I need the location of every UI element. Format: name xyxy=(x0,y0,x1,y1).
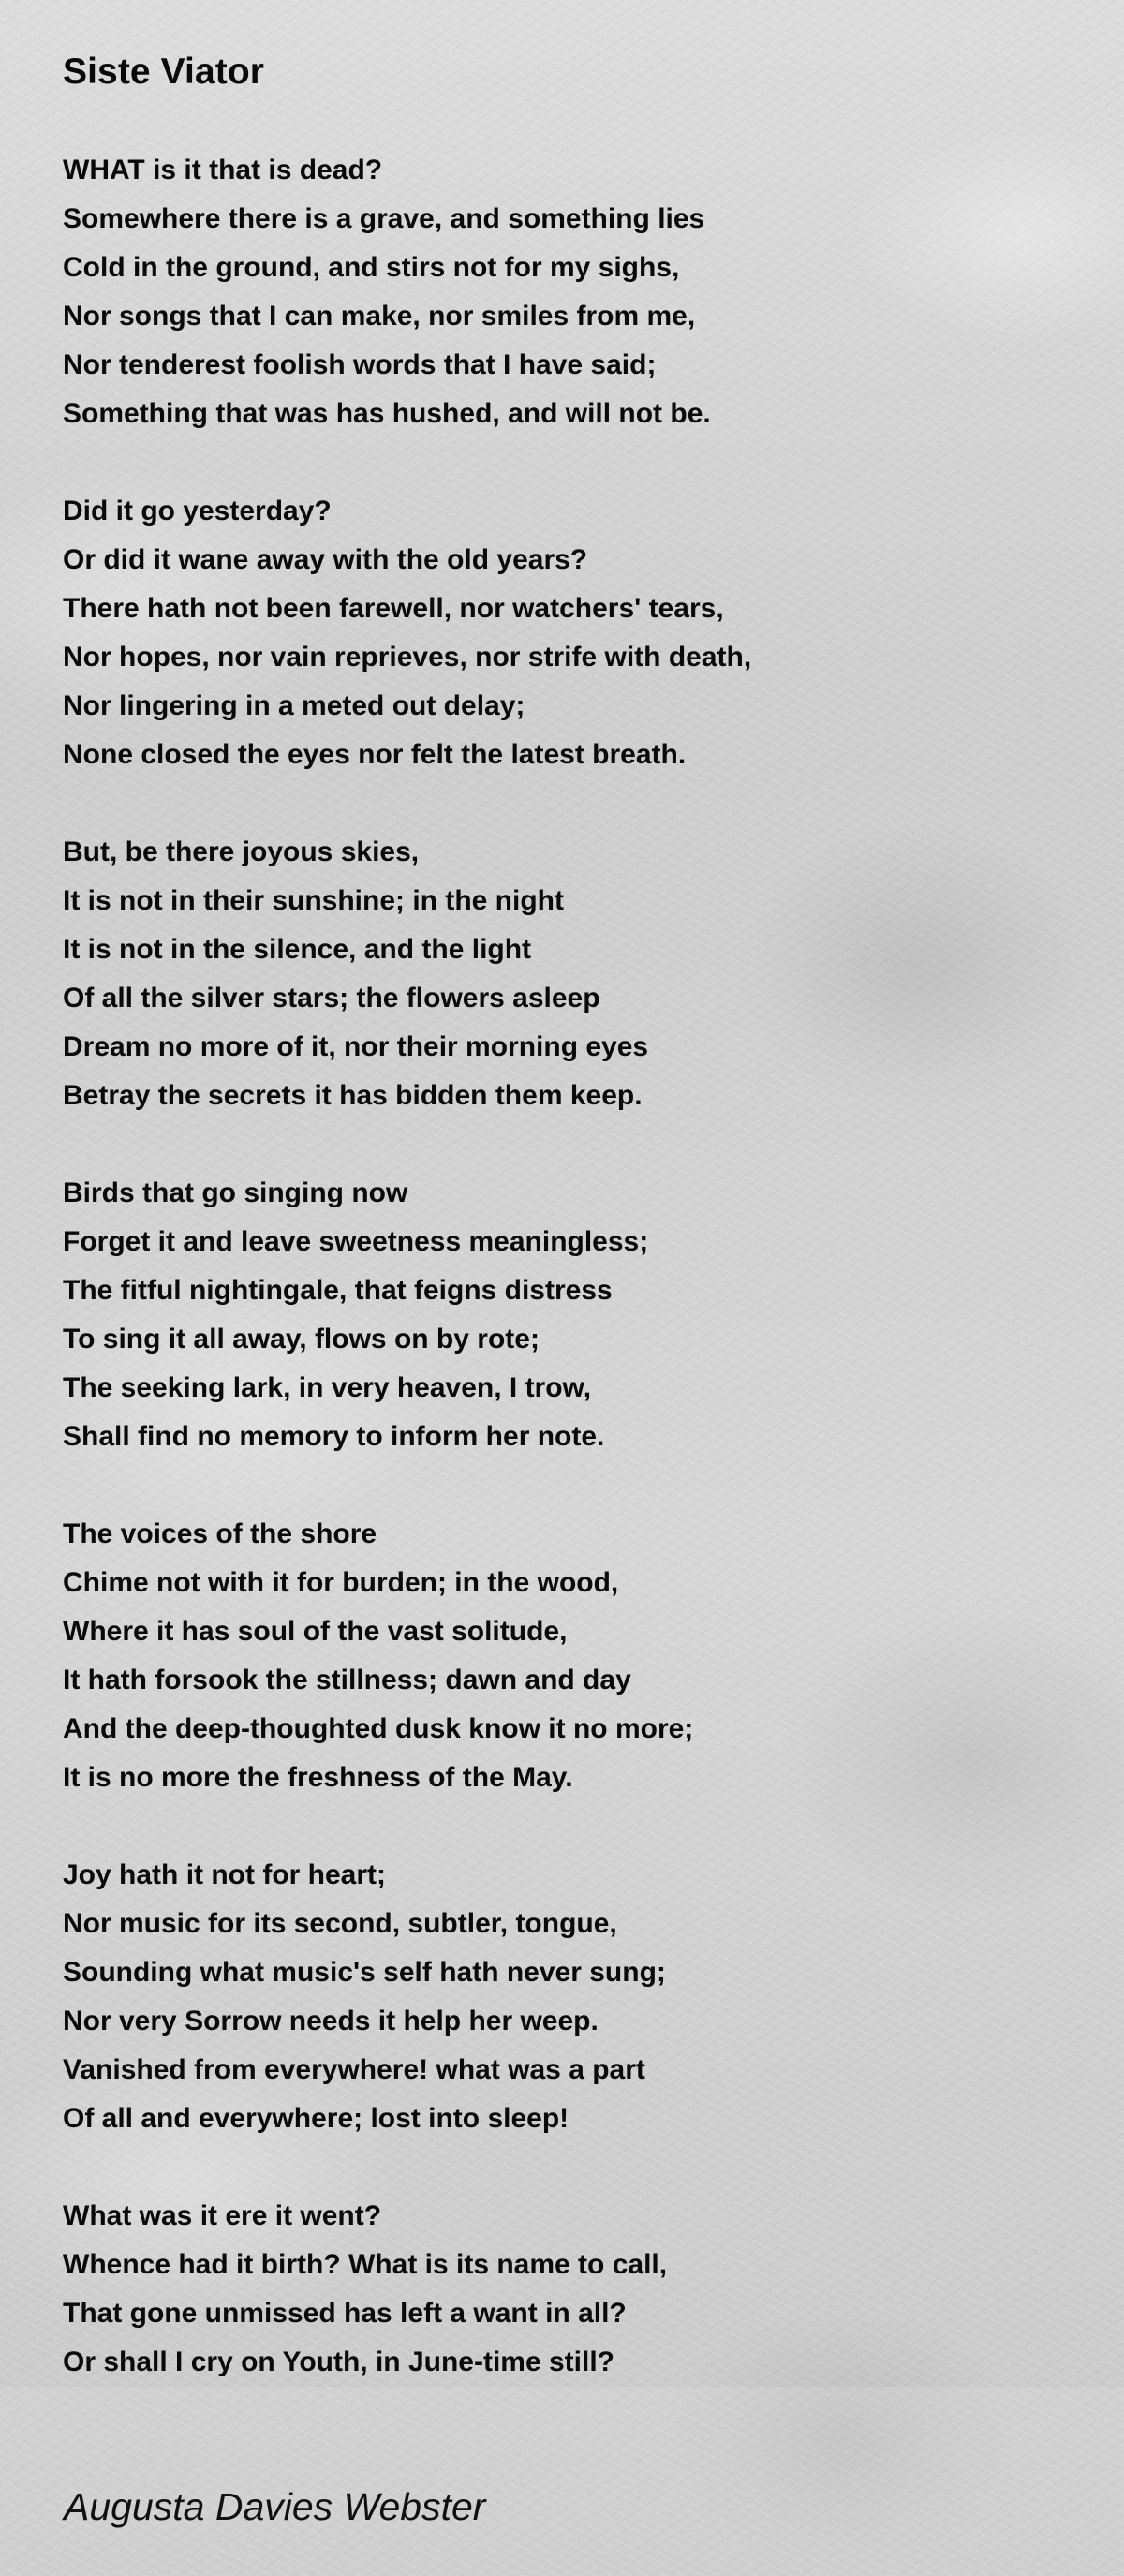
poem-line: It is not in their sunshine; in the night xyxy=(63,885,564,916)
poem-line: Dream no more of it, nor their morning eyes xyxy=(63,1031,649,1062)
poem-line: Nor very Sorrow needs it help her weep. xyxy=(63,2006,599,2036)
poem-line: Chime not with it for burden; in the wood, xyxy=(63,1567,619,1598)
poem-line: None closed the eyes nor felt the latest breath. xyxy=(63,739,687,770)
poem-line: Something that was has hushed, and will not be. xyxy=(63,398,711,429)
poem-line: Somewhere there is a grave, and something lies xyxy=(63,203,705,234)
poem-line: It is not in the silence, and the light xyxy=(63,934,532,965)
poem-line: Shall find no memory to inform her note. xyxy=(63,1421,605,1452)
stanza-1 xyxy=(0,146,1124,487)
poem-line: Or shall I cry on Youth, in June-time still? xyxy=(63,2347,614,2377)
poem-line: Vanished from everywhere! what was a part xyxy=(63,2054,645,2085)
poem-line: Whence had it birth? What is its name to call, xyxy=(63,2249,668,2280)
poem-line: There hath not been farewell, nor watchers' tears, xyxy=(63,593,724,624)
poem-line: Nor hopes, nor vain reprieves, nor strife with death, xyxy=(63,642,752,673)
poem-line: Forget it and leave sweetness meaningless; xyxy=(63,1226,649,1257)
stanza-4 xyxy=(0,1169,1124,1510)
poem-line: The voices of the shore xyxy=(63,1518,377,1549)
poem-line: The fitful nightingale, that feigns distress xyxy=(63,1275,613,1306)
poem-line: Nor lingering in a meted out delay; xyxy=(63,690,525,721)
poem-line: That gone unmissed has left a want in all? xyxy=(63,2298,627,2329)
poem-line: But, be there joyous skies, xyxy=(63,836,420,867)
poem-line: WHAT is it that is dead? xyxy=(63,155,383,185)
poem-line: Birds that go singing now xyxy=(63,1177,408,1208)
stanza-2 xyxy=(0,487,1124,828)
stanza-3 xyxy=(0,828,1124,1169)
poem-author: Augusta Davies Webster xyxy=(64,2485,486,2528)
poem-body xyxy=(0,146,1124,2484)
poem-line: What was it ere it went? xyxy=(63,2200,382,2231)
poem-line: It hath forsook the stillness; dawn and day xyxy=(63,1665,631,1695)
poem-line: Nor tenderest foolish words that I have said; xyxy=(63,349,657,380)
poem-line: Did it go yesterday? xyxy=(63,496,332,526)
poem-line: Or did it wane away with the old years? xyxy=(63,544,588,575)
poem-title: Siste Viator xyxy=(63,52,265,92)
poem-line: Sounding what music's self hath never sung; xyxy=(63,1957,666,1988)
poem-line: To sing it all away, flows on by rote; xyxy=(63,1324,540,1355)
poem-line: Of all and everywhere; lost into sleep! xyxy=(63,2103,569,2134)
poem-line: It is no more the freshness of the May. xyxy=(63,1762,573,1793)
poem-line: Nor music for its second, subtler, tongue, xyxy=(63,1908,617,1939)
poem-line: Cold in the ground, and stirs not for my sighs, xyxy=(63,252,680,283)
poem-line: Joy hath it not for heart; xyxy=(63,1859,386,1890)
poem-line: The seeking lark, in very heaven, I trow, xyxy=(63,1372,592,1403)
poem-line: Betray the secrets it has bidden them keep. xyxy=(63,1080,643,1111)
poem-line: Nor songs that I can make, nor smiles from me, xyxy=(63,301,696,332)
stanza-6 xyxy=(0,1851,1124,2192)
poem-line: Where it has soul of the vast solitude, xyxy=(63,1616,568,1647)
poem-line: Of all the silver stars; the flowers asleep xyxy=(63,983,600,1014)
poem-line: And the deep-thoughted dusk know it no more; xyxy=(63,1713,694,1744)
stanza-5 xyxy=(0,1510,1124,1851)
